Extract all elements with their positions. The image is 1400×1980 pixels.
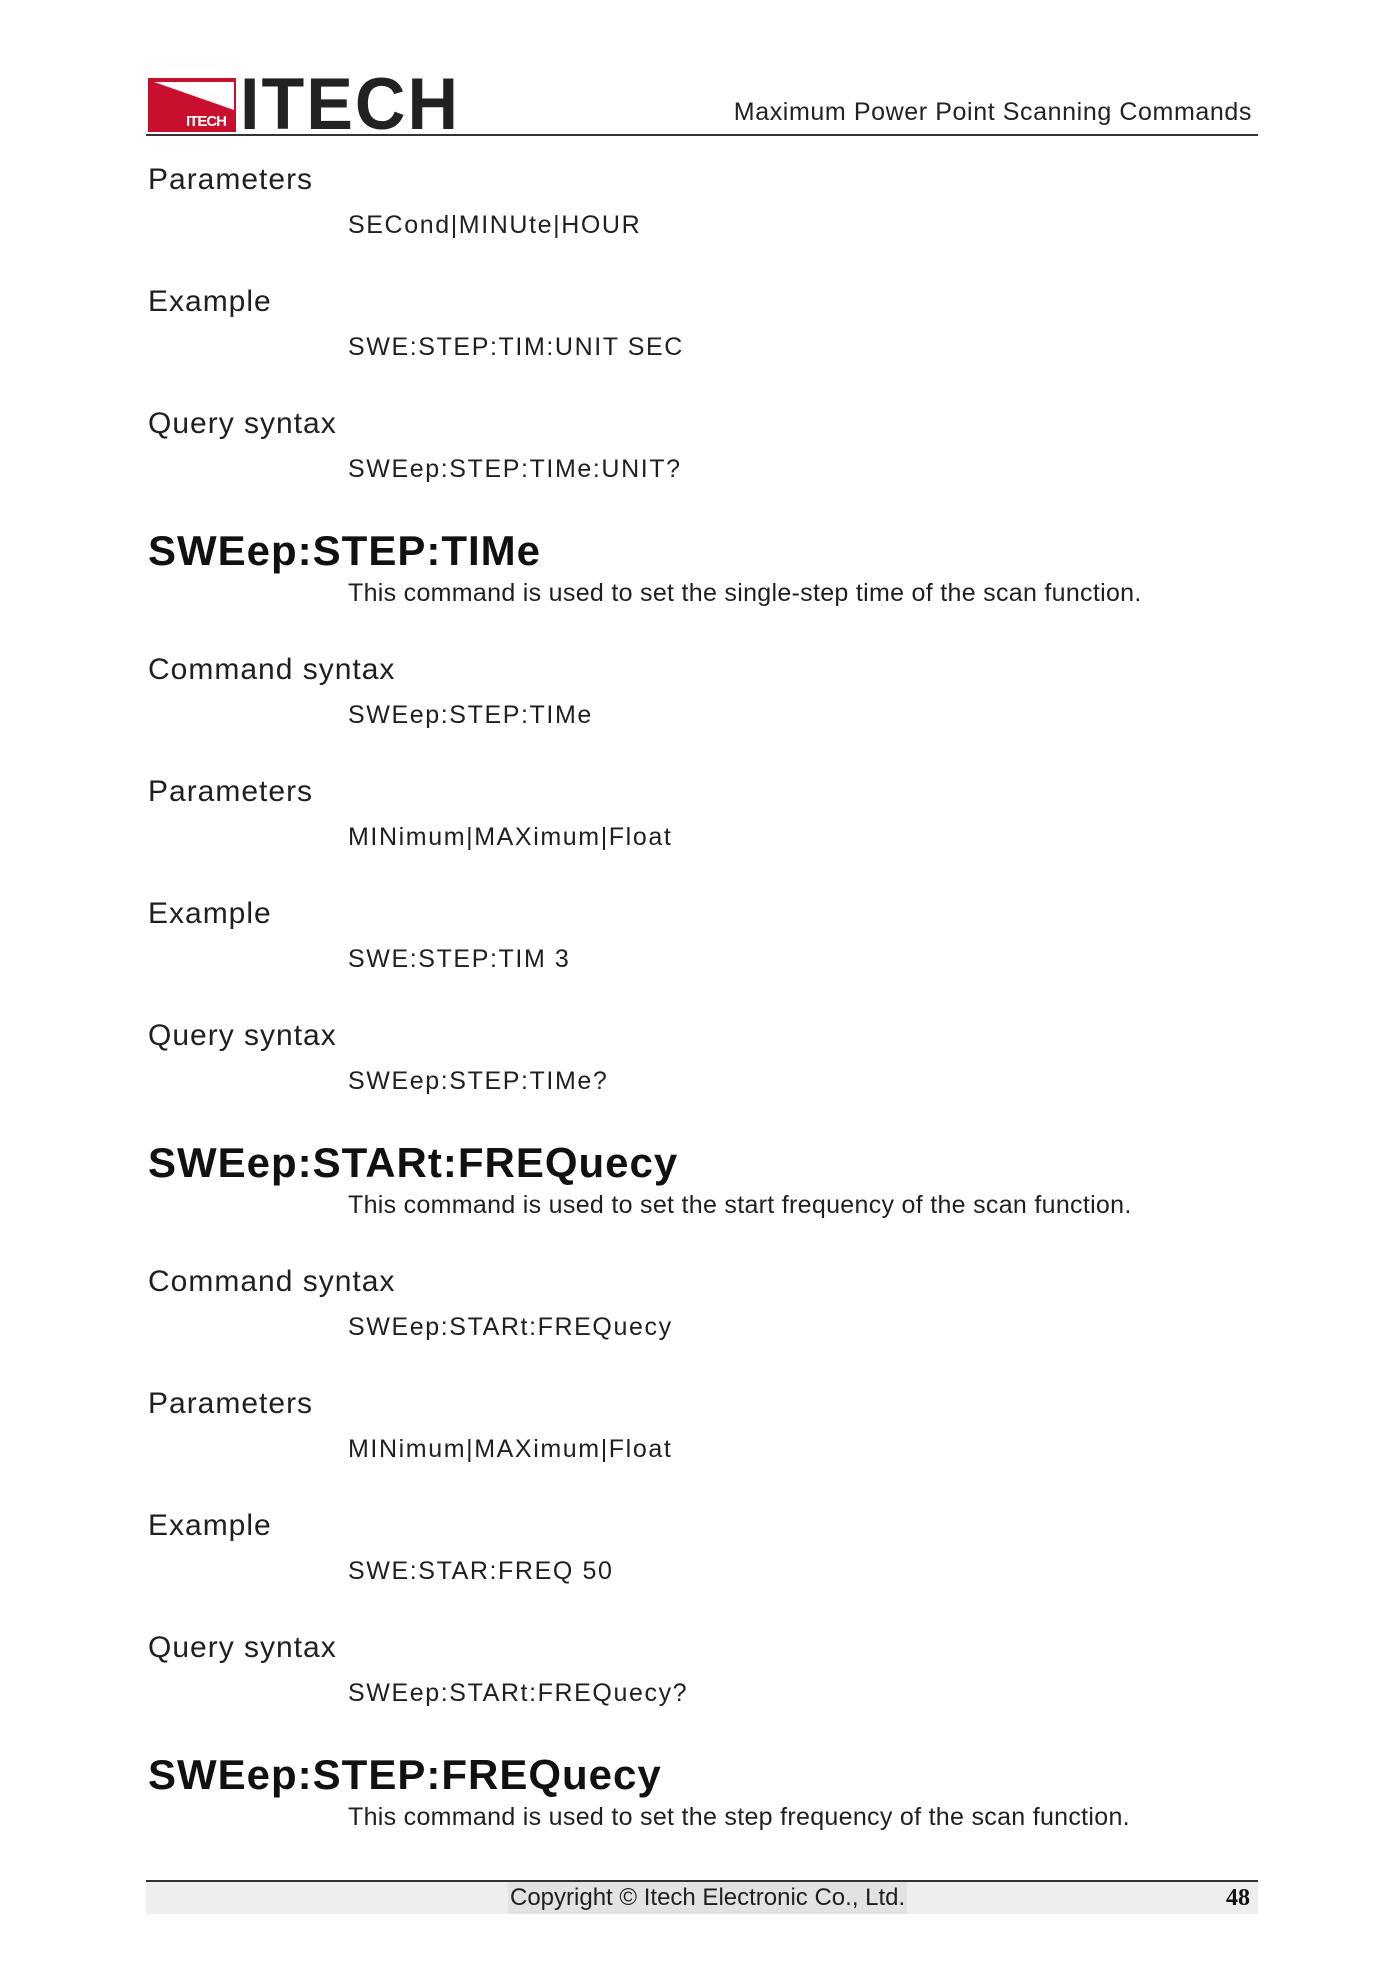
block-value: SWE:STEP:TIM 3 bbox=[348, 945, 571, 973]
command-description: This command is used to set the start frequency of the scan function. bbox=[348, 1191, 1132, 1219]
command-title: SWEep:STARt:FREQuecy bbox=[148, 1139, 679, 1186]
main-content bbox=[148, 160, 1256, 1874]
block-value: SWEep:STARt:FREQuecy bbox=[348, 1313, 673, 1341]
block-label: Command syntax bbox=[148, 1265, 396, 1298]
param-block bbox=[148, 404, 1256, 486]
command-section bbox=[148, 1750, 1256, 1834]
param-block bbox=[148, 1262, 1256, 1344]
block-label: Parameters bbox=[148, 1387, 314, 1420]
block-label: Parameters bbox=[148, 775, 314, 808]
block-label: Parameters bbox=[148, 163, 314, 196]
logo-mini-text: ITECH bbox=[186, 113, 226, 130]
copyright-text: Copyright © Itech Electronic Co., Ltd. bbox=[508, 1882, 907, 1914]
page-number: 48 bbox=[1226, 1885, 1250, 1911]
command-description: This command is used to set the single-step time of the scan function. bbox=[348, 579, 1142, 607]
block-value: SWE:STAR:FREQ 50 bbox=[348, 1557, 614, 1585]
logo-mark-icon bbox=[148, 78, 236, 132]
block-label: Example bbox=[148, 897, 272, 930]
block-value: SWEep:STEP:TIMe? bbox=[348, 1067, 609, 1095]
command-description: This command is used to set the step frequency of the scan function. bbox=[348, 1803, 1130, 1831]
block-value: SWE:STEP:TIM:UNIT SEC bbox=[348, 333, 684, 361]
logo-wordmark: ITECH bbox=[240, 63, 460, 145]
block-value: SWEep:STEP:TIMe:UNIT? bbox=[348, 455, 682, 483]
section-title: Maximum Power Point Scanning Commands bbox=[733, 98, 1252, 126]
param-block bbox=[148, 772, 1256, 854]
block-value: SWEep:STARt:FREQuecy? bbox=[348, 1679, 689, 1707]
block-label: Example bbox=[148, 285, 272, 318]
block-label: Example bbox=[148, 1509, 272, 1542]
block-value: SECond|MINUte|HOUR bbox=[348, 211, 642, 239]
block-value: MINimum|MAXimum|Float bbox=[348, 823, 673, 851]
page-footer bbox=[146, 1880, 1258, 1914]
param-block bbox=[148, 894, 1256, 976]
command-section bbox=[148, 1138, 1256, 1222]
command-title: SWEep:STEP:FREQuecy bbox=[148, 1751, 662, 1798]
param-block bbox=[148, 1628, 1256, 1710]
block-label: Query syntax bbox=[148, 407, 337, 440]
command-title: SWEep:STEP:TIMe bbox=[148, 527, 542, 574]
page-header bbox=[146, 63, 1258, 145]
command-section bbox=[148, 526, 1256, 610]
block-value: SWEep:STEP:TIMe bbox=[348, 701, 593, 729]
itech-logo bbox=[148, 63, 460, 145]
param-block bbox=[148, 1384, 1256, 1466]
param-block bbox=[148, 160, 1256, 242]
block-label: Query syntax bbox=[148, 1019, 337, 1052]
block-value: MINimum|MAXimum|Float bbox=[348, 1435, 673, 1463]
param-block bbox=[148, 1016, 1256, 1098]
param-block bbox=[148, 650, 1256, 732]
block-label: Command syntax bbox=[148, 653, 396, 686]
block-label: Query syntax bbox=[148, 1631, 337, 1664]
param-block bbox=[148, 282, 1256, 364]
param-block bbox=[148, 1506, 1256, 1588]
